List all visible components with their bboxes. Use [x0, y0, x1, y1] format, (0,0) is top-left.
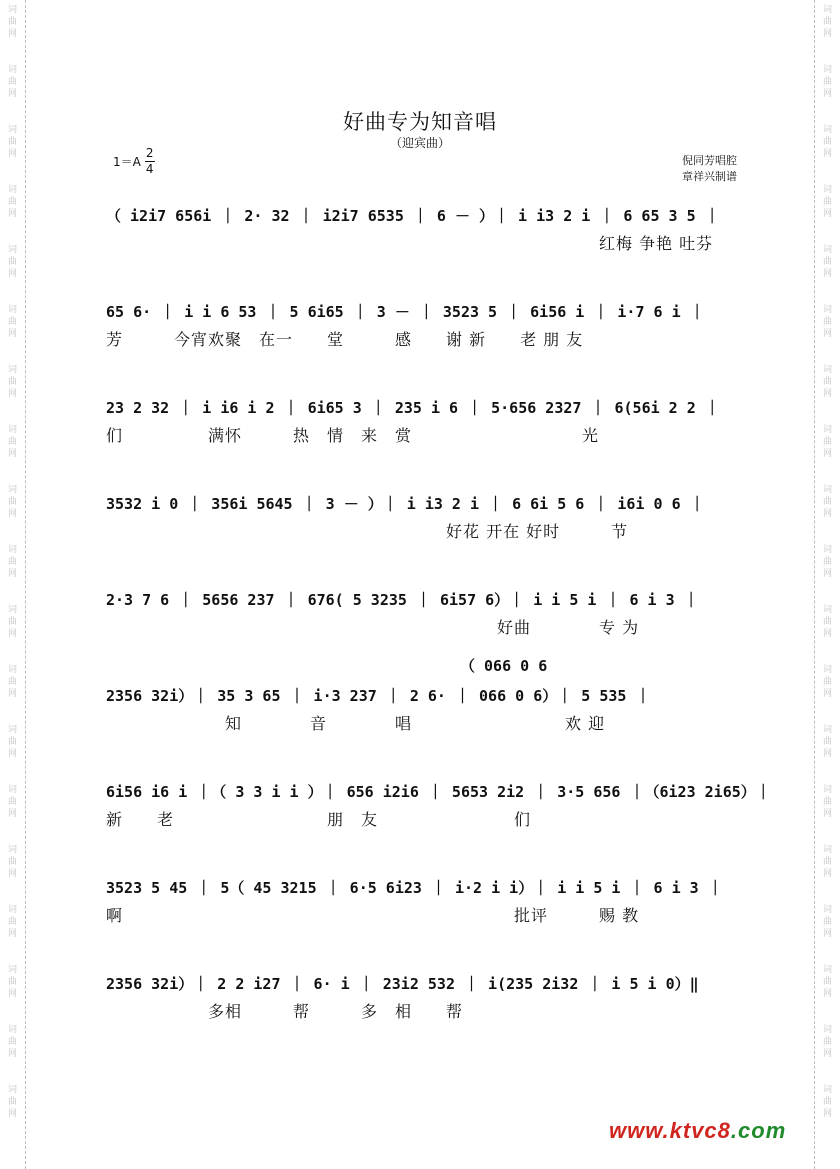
margin-watermark — [823, 244, 832, 304]
margin-watermark — [823, 604, 832, 664]
song-subtitle: （迎宾曲） — [389, 136, 450, 150]
time-signature-bottom: 4 — [145, 162, 154, 176]
margin-watermark — [8, 664, 17, 724]
margin-watermark — [8, 304, 17, 364]
site-url-main: www.ktvc8 — [609, 1118, 731, 1143]
watermark-char: 词 — [7, 65, 17, 75]
watermark-char: 词 — [7, 185, 17, 195]
staff-line-6 — [106, 680, 766, 733]
lyrics-row: 新 老 朋 友 们 — [106, 809, 532, 829]
watermark-char: 曲 — [822, 677, 832, 687]
margin-watermark — [823, 484, 832, 544]
watermark-char: 网 — [7, 269, 17, 279]
lyrics-row: 啊 批评 赐 教 — [106, 905, 640, 925]
margin-watermark — [8, 964, 17, 1024]
lyrics-row: 们 满怀 热 情 来 赏 光 — [106, 425, 600, 445]
margin-watermark — [823, 1084, 832, 1144]
staff-line-5 — [106, 584, 766, 637]
staff-line-2 — [106, 296, 766, 349]
watermark-char: 词 — [7, 605, 17, 615]
time-signature — [145, 146, 155, 177]
margin-watermark — [8, 1024, 17, 1084]
watermark-char: 词 — [822, 245, 832, 255]
watermark-char: 曲 — [822, 317, 832, 327]
margin-watermark — [823, 724, 832, 784]
watermark-char: 网 — [822, 389, 832, 399]
watermark-char: 网 — [7, 629, 17, 639]
watermark-char: 网 — [822, 209, 832, 219]
watermark-char: 词 — [822, 605, 832, 615]
margin-watermark — [8, 244, 17, 304]
watermark-char: 曲 — [822, 197, 832, 207]
watermark-char: 网 — [7, 869, 17, 879]
watermark-char: 曲 — [822, 617, 832, 627]
margin-watermark — [8, 604, 17, 664]
watermark-char: 词 — [7, 125, 17, 135]
watermark-char: 网 — [822, 689, 832, 699]
watermark-char: 网 — [7, 209, 17, 219]
watermark-char: 词 — [822, 545, 832, 555]
watermark-char: 网 — [7, 329, 17, 339]
notation-row: 3523 5 45 ｜ 5（ 45 3215 ｜ 6·5 6i23 ｜ i·2 i i）｜ i i 5 i ｜ 6 i 3 ｜ — [106, 878, 723, 897]
watermark-char: 曲 — [822, 917, 832, 927]
watermark-char: 曲 — [7, 437, 17, 447]
staff-line-4 — [106, 488, 766, 541]
watermark-char: 网 — [7, 29, 17, 39]
watermark-char: 词 — [7, 545, 17, 555]
watermark-char: 词 — [7, 365, 17, 375]
staff-line-7 — [106, 776, 771, 829]
notation-row: 6i56 i6 i ｜（ 3 3 i i ）｜ 656 i2i6 ｜ 5653 2i2 ｜ 3·5 656 ｜（6i23 2i65）｜ — [106, 782, 771, 801]
watermark-char: 曲 — [822, 1097, 832, 1107]
watermark-char: 词 — [822, 1025, 832, 1035]
watermark-char: 曲 — [7, 857, 17, 867]
margin-watermark — [8, 424, 17, 484]
watermark-char: 词 — [7, 785, 17, 795]
margin-watermark — [823, 904, 832, 964]
staff-line-8 — [106, 872, 766, 925]
watermark-char: 网 — [822, 629, 832, 639]
watermark-char: 网 — [7, 809, 17, 819]
watermark-char: 曲 — [822, 437, 832, 447]
margin-watermark — [8, 844, 17, 904]
lyrics-row: 好曲 专 为 — [106, 617, 640, 637]
watermark-char: 词 — [822, 1085, 832, 1095]
watermark-char: 网 — [822, 1049, 832, 1059]
margin-watermark — [823, 784, 832, 844]
watermark-char: 词 — [822, 845, 832, 855]
watermark-char: 曲 — [7, 17, 17, 27]
lyrics-row: 知 音 唱 欢 迎 — [106, 713, 606, 733]
watermark-char: 网 — [822, 809, 832, 819]
watermark-char: 词 — [7, 1025, 17, 1035]
watermark-char: 曲 — [7, 137, 17, 147]
notation-row: 23 2 32 ｜ i i6 i 2 ｜ 6i65 3 ｜ 235 i 6 ｜ 5·656 2327 ｜ 6(56i 2 2 ｜ — [106, 398, 720, 417]
notation-row: 65 6· ｜ i i 6 53 ｜ 5 6i65 ｜ 3 － ｜ 3523 5 ｜ 6i56 i ｜ i·7 6 i ｜ — [106, 302, 705, 321]
watermark-char: 词 — [822, 305, 832, 315]
margin-watermark — [823, 4, 832, 64]
watermark-char: 网 — [822, 929, 832, 939]
watermark-char: 网 — [7, 569, 17, 579]
watermark-char: 词 — [822, 65, 832, 75]
watermark-char: 网 — [7, 989, 17, 999]
watermark-char: 词 — [822, 665, 832, 675]
margin-watermark — [823, 544, 832, 604]
margin-watermark — [8, 1084, 17, 1144]
watermark-char: 曲 — [7, 977, 17, 987]
watermark-char: 词 — [822, 425, 832, 435]
watermark-char: 词 — [822, 485, 832, 495]
watermark-char: 曲 — [822, 1037, 832, 1047]
watermark-char: 网 — [7, 449, 17, 459]
watermark-char: 网 — [7, 89, 17, 99]
watermark-char: 网 — [7, 1049, 17, 1059]
watermark-char: 曲 — [822, 737, 832, 747]
watermark-char: 词 — [7, 965, 17, 975]
watermark-char: 词 — [822, 365, 832, 375]
site-url-tld: .com — [730, 1118, 787, 1143]
watermark-char: 网 — [822, 89, 832, 99]
watermark-char: 网 — [822, 869, 832, 879]
watermark-char: 词 — [822, 785, 832, 795]
watermark-char: 曲 — [822, 497, 832, 507]
margin-watermark — [8, 184, 17, 244]
staff-line-9 — [106, 968, 766, 1021]
margin-watermark — [8, 904, 17, 964]
watermark-char: 网 — [7, 929, 17, 939]
margin-watermark — [8, 364, 17, 424]
staff-line-1 — [106, 200, 766, 253]
watermark-char: 曲 — [822, 257, 832, 267]
watermark-char: 曲 — [7, 677, 17, 687]
margin-watermark — [8, 4, 17, 64]
lyrics-row: 好花 开在 好时 节 — [106, 521, 629, 541]
notation-row: 2356 32i）｜ 35 3 65 ｜ i·3 237 ｜ 2 6· ｜ 066 0 6）｜ 5 535 ｜ — [106, 686, 651, 705]
watermark-char: 词 — [822, 725, 832, 735]
margin-watermark — [823, 844, 832, 904]
notation-row: 3532 i 0 ｜ 356i 5645 ｜ 3 － ）｜ i i3 2 i ｜ 6 6i 5 6 ｜ i6i 0 6 ｜ — [106, 494, 705, 513]
watermark-char: 网 — [822, 749, 832, 759]
site-url[interactable] — [609, 1118, 786, 1144]
watermark-char: 曲 — [7, 197, 17, 207]
left-watermark-column — [0, 0, 26, 1169]
watermark-char: 网 — [7, 509, 17, 519]
watermark-char: 曲 — [822, 377, 832, 387]
watermark-char: 曲 — [822, 77, 832, 87]
notation-row: 2·3 7 6 ｜ 5656 237 ｜ 676( 5 3235 ｜ 6i57 6）｜ i i 5 i ｜ 6 i 3 ｜ — [106, 590, 699, 609]
watermark-char: 曲 — [7, 497, 17, 507]
arranger-credit: 章祥兴制谱 — [682, 170, 737, 183]
watermark-char: 网 — [822, 1109, 832, 1119]
watermark-char: 曲 — [7, 1097, 17, 1107]
margin-watermark — [823, 304, 832, 364]
watermark-char: 网 — [7, 389, 17, 399]
watermark-char: 曲 — [822, 797, 832, 807]
key-signature — [113, 146, 155, 177]
watermark-char: 曲 — [7, 557, 17, 567]
watermark-char: 词 — [7, 425, 17, 435]
lyrics-row: 多相 帮 多 相 帮 — [106, 1001, 464, 1021]
watermark-char: 曲 — [7, 257, 17, 267]
margin-watermark — [823, 424, 832, 484]
song-title: 好曲专为知音唱 — [343, 110, 497, 134]
time-signature-top: 2 — [145, 146, 154, 160]
watermark-char: 曲 — [822, 557, 832, 567]
margin-watermark — [8, 544, 17, 604]
watermark-char: 曲 — [822, 17, 832, 27]
lyrics-row: 红梅 争艳 吐芬 — [106, 233, 714, 253]
watermark-char: 网 — [822, 509, 832, 519]
watermark-char: 词 — [7, 305, 17, 315]
watermark-char: 词 — [7, 905, 17, 915]
margin-watermark — [823, 184, 832, 244]
watermark-char: 曲 — [7, 797, 17, 807]
margin-watermark — [823, 964, 832, 1024]
watermark-char: 网 — [7, 149, 17, 159]
watermark-char: 网 — [7, 749, 17, 759]
watermark-char: 网 — [7, 1109, 17, 1119]
margin-watermark — [8, 724, 17, 784]
margin-watermark — [8, 484, 17, 544]
watermark-char: 曲 — [822, 857, 832, 867]
watermark-char: 网 — [822, 329, 832, 339]
margin-watermark — [8, 784, 17, 844]
ornament-notes: （ 066 0 6 — [460, 657, 548, 675]
watermark-char: 词 — [7, 485, 17, 495]
notation-row: （ i2i7 656i ｜ 2· 32 ｜ i2i7 6535 ｜ 6 － ）｜ i i3 2 i ｜ 6 65 3 5 ｜ — [106, 206, 720, 225]
watermark-char: 曲 — [7, 377, 17, 387]
watermark-char: 网 — [822, 29, 832, 39]
watermark-char: 词 — [7, 845, 17, 855]
key-label: 1＝A — [113, 155, 141, 169]
notation-row: 2356 32i）｜ 2 2 i27 ｜ 6· i ｜ 23i2 532 ｜ i(235 2i32 ｜ i 5 i 0）‖ — [106, 974, 699, 993]
margin-watermark — [823, 364, 832, 424]
watermark-char: 词 — [822, 125, 832, 135]
watermark-char: 词 — [7, 1085, 17, 1095]
watermark-char: 网 — [822, 149, 832, 159]
watermark-char: 词 — [822, 905, 832, 915]
watermark-char: 网 — [822, 269, 832, 279]
watermark-char: 网 — [822, 989, 832, 999]
staff-line-3 — [106, 392, 766, 445]
watermark-char: 词 — [7, 245, 17, 255]
margin-watermark — [823, 1024, 832, 1084]
watermark-char: 曲 — [7, 617, 17, 627]
watermark-char: 曲 — [7, 1037, 17, 1047]
watermark-char: 网 — [7, 689, 17, 699]
watermark-char: 词 — [7, 725, 17, 735]
singer-credit: 倪同芳唱腔 — [682, 154, 737, 167]
watermark-char: 曲 — [7, 317, 17, 327]
watermark-char: 曲 — [822, 977, 832, 987]
watermark-char: 词 — [822, 965, 832, 975]
lyrics-row: 芳 今宵欢聚 在一 堂 感 谢 新 老 朋 友 — [106, 329, 584, 349]
watermark-char: 曲 — [7, 77, 17, 87]
watermark-char: 曲 — [7, 737, 17, 747]
watermark-char: 曲 — [7, 917, 17, 927]
watermark-char: 词 — [7, 665, 17, 675]
watermark-char: 词 — [7, 5, 17, 15]
watermark-char: 曲 — [822, 137, 832, 147]
watermark-char: 网 — [822, 569, 832, 579]
watermark-char: 词 — [822, 5, 832, 15]
watermark-char: 网 — [822, 449, 832, 459]
credits — [682, 153, 737, 185]
margin-watermark — [823, 664, 832, 724]
watermark-char: 词 — [822, 185, 832, 195]
right-watermark-column — [814, 0, 840, 1169]
